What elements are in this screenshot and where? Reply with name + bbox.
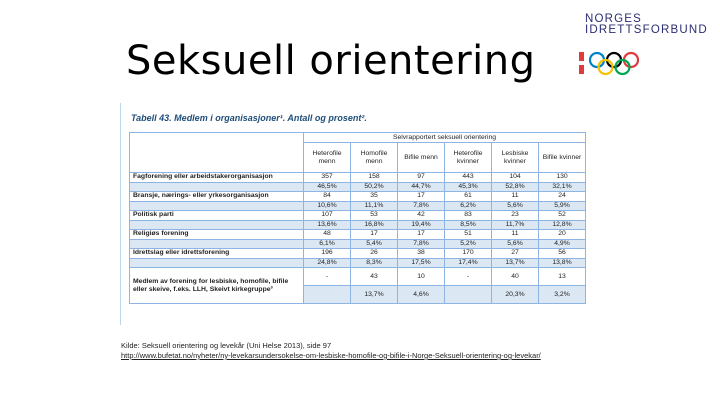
percent-cell: 32,1% — [539, 182, 586, 192]
table-caption: Tabell 43. Medlem i organisasjoner¹. Antall og prosent². — [131, 113, 367, 123]
percent-cell: 52,8% — [492, 182, 539, 192]
count-cell: 26 — [351, 249, 398, 259]
percent-cell: 50,2% — [351, 182, 398, 192]
count-cell: 196 — [304, 249, 351, 259]
column-header: Lesbiske kvinner — [492, 143, 539, 173]
row-label-blank — [130, 239, 304, 249]
count-cell: 130 — [539, 173, 586, 183]
percent-cell: 8,3% — [351, 258, 398, 268]
percent-cell: 6,2% — [445, 201, 492, 211]
percent-cell: 5,9% — [539, 201, 586, 211]
percent-cell: 5,2% — [445, 239, 492, 249]
source-text: Kilde: Seksuell orientering og levekår (Uni Helse 2013), side 97 — [121, 341, 332, 350]
row-label: Politisk parti — [130, 211, 304, 221]
percent-cell: 3,2% — [539, 286, 586, 304]
percent-cell: 11,1% — [351, 201, 398, 211]
count-cell: 17 — [351, 230, 398, 240]
percent-cell: 44,7% — [398, 182, 445, 192]
header-blank-cell — [130, 133, 304, 173]
count-cell: 24 — [539, 192, 586, 202]
header-row-group — [130, 133, 586, 143]
count-cell: 104 — [492, 173, 539, 183]
slide-title: Seksuell orientering — [126, 38, 536, 84]
count-cell: 107 — [304, 211, 351, 221]
source-link[interactable]: http://www.bufetat.no/nyheter/ny-levekarsundersokelse-om-lesbiske-homofile-og-bifile-i-Norge-Seksuell-orientering-og-levekar/ — [121, 351, 541, 360]
percent-cell: 45,3% — [445, 182, 492, 192]
row-label-blank — [130, 258, 304, 268]
row-label: Bransje, nærings- eller yrkesorganisasjon — [130, 192, 304, 202]
count-cell: 43 — [351, 268, 398, 286]
table-row-counts — [130, 173, 586, 183]
percent-cell: 5,6% — [492, 239, 539, 249]
count-cell: 83 — [445, 211, 492, 221]
column-header: Heterofile menn — [304, 143, 351, 173]
percent-cell: 13,7% — [492, 258, 539, 268]
column-header: Heterofile kvinner — [445, 143, 492, 173]
count-cell: 443 — [445, 173, 492, 183]
percent-cell: 13,7% — [351, 286, 398, 304]
count-cell: 10 — [398, 268, 445, 286]
count-cell: - — [304, 268, 351, 286]
count-cell: 23 — [492, 211, 539, 221]
table-figure — [120, 103, 590, 325]
percent-cell: 6,1% — [304, 239, 351, 249]
percent-cell: 13,8% — [539, 258, 586, 268]
row-label-blank — [130, 182, 304, 192]
count-cell: 40 — [492, 268, 539, 286]
count-cell: 51 — [445, 230, 492, 240]
organisations-table — [129, 132, 586, 304]
table-row-percents — [130, 201, 586, 211]
column-header: Homofile menn — [351, 143, 398, 173]
count-cell: 42 — [398, 211, 445, 221]
row-label: Fagforening eller arbeidstakerorganisasjon — [130, 173, 304, 183]
table-row-percents — [130, 182, 586, 192]
count-cell: 38 — [398, 249, 445, 259]
group-header: Selvrapportert seksuell orientering — [304, 133, 586, 143]
norges-idrettsforbund-logo — [577, 13, 708, 80]
count-cell: 52 — [539, 211, 586, 221]
column-header: Bifile kvinner — [539, 143, 586, 173]
table-row-percents — [130, 220, 586, 230]
count-cell: 17 — [398, 192, 445, 202]
count-cell: 170 — [445, 249, 492, 259]
count-cell: 20 — [539, 230, 586, 240]
row-label-blank — [130, 220, 304, 230]
table-row-counts — [130, 192, 586, 202]
percent-cell: 19,4% — [398, 220, 445, 230]
percent-cell: 4,6% — [398, 286, 445, 304]
percent-cell: 20,3% — [492, 286, 539, 304]
table-row-counts — [130, 211, 586, 221]
table-row-percents — [130, 258, 586, 268]
percent-cell: 4,9% — [539, 239, 586, 249]
count-cell: 56 — [539, 249, 586, 259]
count-cell: 48 — [304, 230, 351, 240]
row-label-blank — [130, 201, 304, 211]
count-cell: 97 — [398, 173, 445, 183]
table-row-counts — [130, 249, 586, 259]
percent-cell: 12,8% — [539, 220, 586, 230]
percent-cell — [304, 286, 351, 304]
logo-text-line1: NORGES — [585, 13, 643, 25]
count-cell: 84 — [304, 192, 351, 202]
percent-cell: 5,4% — [351, 239, 398, 249]
count-cell: 17 — [398, 230, 445, 240]
olympic-rings-icon — [577, 48, 702, 80]
percent-cell: 7,8% — [398, 201, 445, 211]
logo-text-line2: IDRETTSFORBUND — [585, 24, 708, 36]
table-row-counts — [130, 268, 586, 286]
count-cell: 13 — [539, 268, 586, 286]
table-row-percents — [130, 239, 586, 249]
row-label: Medlem av forening for lesbiske, homofile, bifile eller skeive, f.eks. LLH, Skeivt kirkegruppe³ — [130, 268, 304, 304]
percent-cell: 11,7% — [492, 220, 539, 230]
percent-cell: 8,5% — [445, 220, 492, 230]
percent-cell: 17,4% — [445, 258, 492, 268]
percent-cell: 13,6% — [304, 220, 351, 230]
percent-cell: 24,8% — [304, 258, 351, 268]
count-cell: 53 — [351, 211, 398, 221]
column-header: Bifile menn — [398, 143, 445, 173]
count-cell: 11 — [492, 192, 539, 202]
percent-cell: 46,5% — [304, 182, 351, 192]
percent-cell — [445, 286, 492, 304]
row-label: Religiøs forening — [130, 230, 304, 240]
count-cell: 61 — [445, 192, 492, 202]
count-cell: - — [445, 268, 492, 286]
count-cell: 35 — [351, 192, 398, 202]
row-label: Idrettslag eller idrettsforening — [130, 249, 304, 259]
count-cell: 11 — [492, 230, 539, 240]
percent-cell: 5,6% — [492, 201, 539, 211]
percent-cell: 7,8% — [398, 239, 445, 249]
percent-cell: 10,6% — [304, 201, 351, 211]
percent-cell: 16,8% — [351, 220, 398, 230]
table-row-counts — [130, 230, 586, 240]
count-cell: 357 — [304, 173, 351, 183]
percent-cell: 17,5% — [398, 258, 445, 268]
count-cell: 158 — [351, 173, 398, 183]
count-cell: 27 — [492, 249, 539, 259]
